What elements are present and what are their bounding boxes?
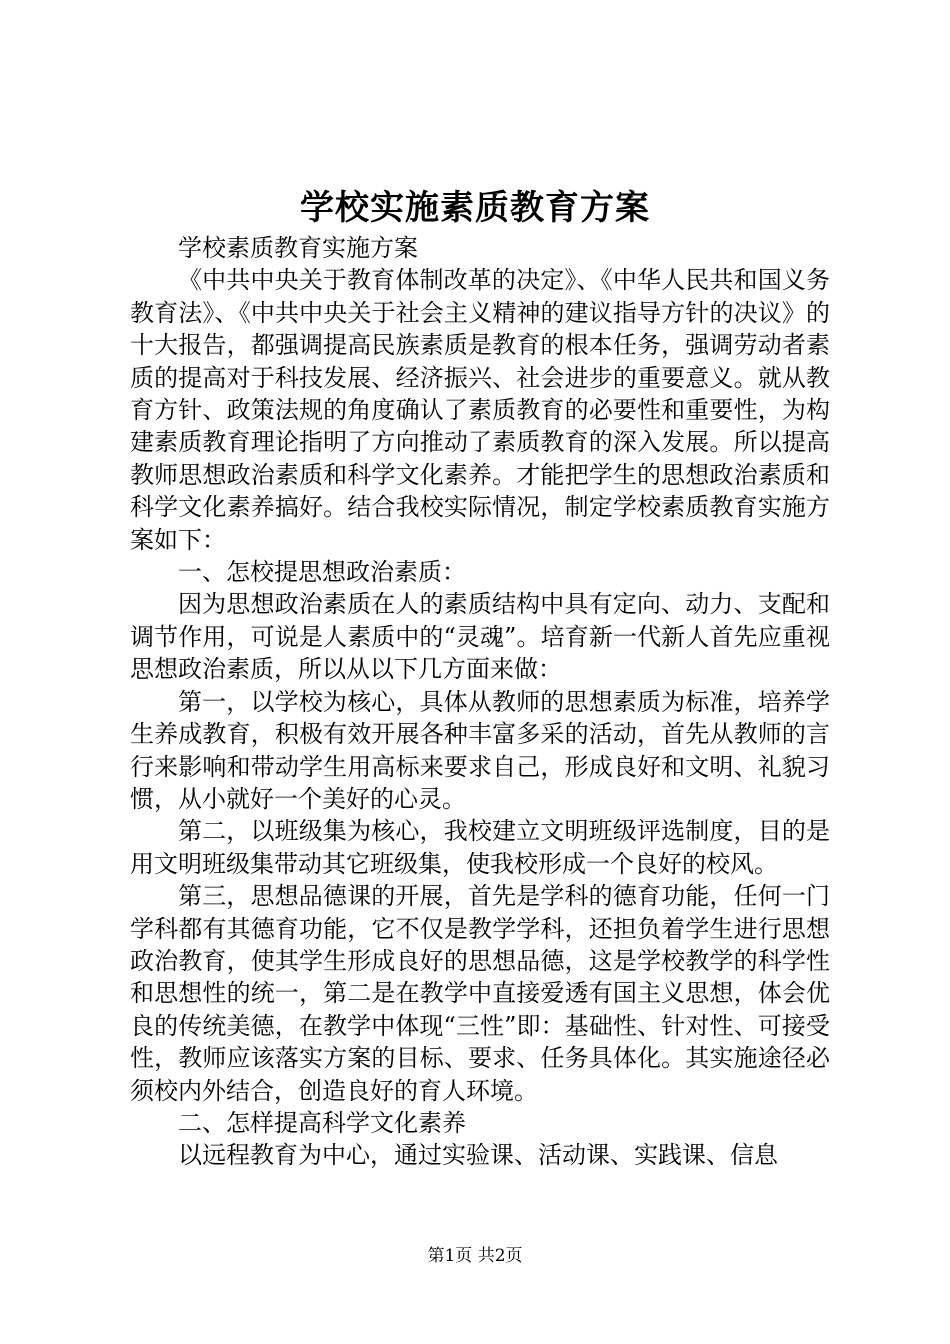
paragraph: 第二，以班级集为核心，我校建立文明班级评选制度，目的是用文明班级集带动其它班级集，使我校形成一个良好的校风。 (130, 817, 830, 878)
page-number-footer: 第1页 共2页 (427, 1246, 523, 1266)
paragraph: 因为思想政治素质在人的素质结构中具有定向、动力、支配和调节作用，可说是人素质中的“灵魂”。培育新一代新人首先应重视思想政治素质，所以从以下几方面来做： (130, 590, 830, 684)
section-heading-1: 一、怎校提思想政治素质： (178, 558, 466, 587)
document-title: 学校实施素质教育方案 (300, 188, 650, 228)
paragraph-intro: 《中共中央关于教育体制改革的决定》、《中华人民共和国义务教育法》、《中共中央关于社会主义精神的建议指导方针的决议》的十大报告，都强调提高民族素质是教育的根本任务，强调劳动者素质的提高对于科技发展、经济振兴、社会进步的重要意义。就从教育方针、政策法规的角度确认了素质教育的必要性和重要性，为构建素质教育理论指明了方向推动了素质教育的深入发展。所以提高教师思想政治素质和科学文化素养。才能把学生的思想政治素质和科学文化素养搞好。结合我校实际情况，制定学校素质教育实施方案如下： (130, 266, 830, 554)
paragraph: 以远程教育为中心，通过实验课、活动课、实践课、信息 (178, 1141, 778, 1170)
paragraph: 第一，以学校为核心，具体从教师的思想素质为标准，培养学生养成教育，积极有效开展各种丰富多采的活动，首先从教师的言行来影响和带动学生用高标来要求自己，形成良好和文明、礼貌习惯，从小就好一个美好的心灵。 (130, 687, 830, 813)
section-heading-2: 二、怎样提高科学文化素养 (178, 1108, 466, 1137)
paragraph: 第三，思想品德课的开展，首先是学科的德育功能，任何一门学科都有其德育功能，它不仅是教学学科，还担负着学生进行思想政治教育，使其学生形成良好的思想品德，这是学校教学的科学性和思想性的统一，第二是在教学中直接爱透有国主义思想，体会优良的传统美德，在教学中体现“三性”即：基础性、针对性、可接受性，教师应该落实方案的目标、要求、任务具体化。其实施途径必须校内外结合，创造良好的育人环境。 (130, 882, 830, 1105)
paragraph-subtitle: 学校素质教育实施方案 (178, 234, 418, 262)
document-body (130, 232, 830, 1172)
